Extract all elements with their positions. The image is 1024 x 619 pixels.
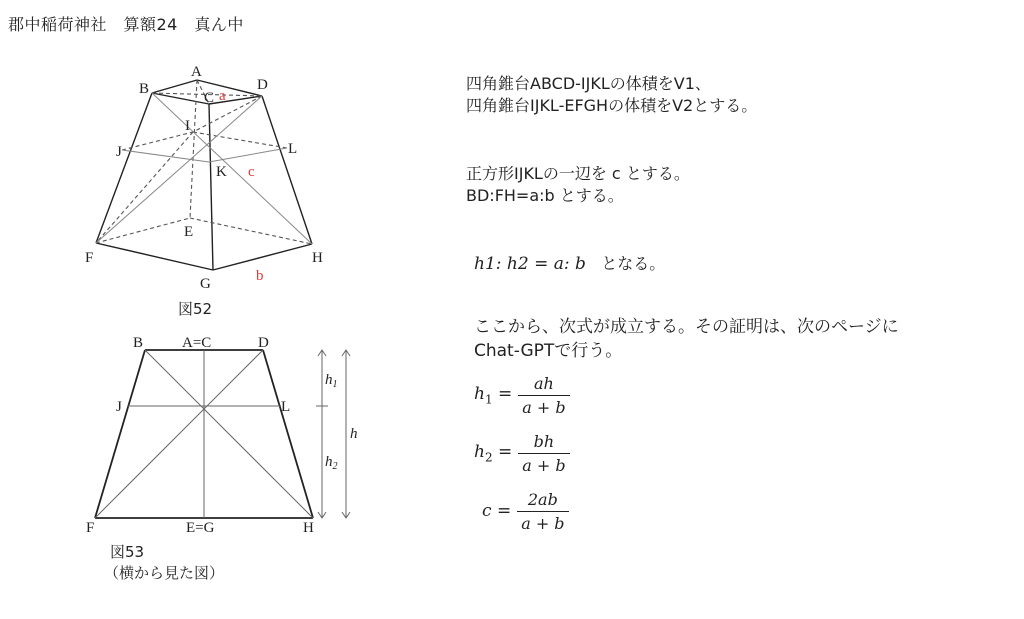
formula-h2-fraction [518, 432, 569, 475]
label-I: I [185, 118, 190, 134]
label-H: H [312, 250, 323, 266]
ratio-math: h1: h2 = a: b [474, 254, 586, 274]
formula-c-denominator: a + b [517, 511, 568, 533]
label-B-side: B [133, 335, 144, 351]
formula-c [474, 482, 570, 540]
square-line-1: 正方形IJKLの一辺を c とする。 [466, 164, 690, 183]
label-F: F [85, 250, 94, 266]
label-F-side: F [86, 520, 95, 536]
square-line-2: BD:FH=a:b とする。 [466, 186, 624, 205]
formula-h1-fraction [518, 374, 569, 417]
formula-c-eq: = [496, 501, 512, 521]
label-A-eq-C: A=C [182, 335, 212, 351]
ratio-suffix: となる。 [601, 254, 666, 273]
label-G: G [200, 276, 211, 292]
formula-c-lhs: c [482, 501, 492, 521]
figure-53-caption: 図53 [110, 543, 145, 561]
label-h2: h [325, 454, 333, 470]
figure-52-frustum [70, 55, 370, 320]
paragraph-square [466, 163, 690, 207]
figure-52-caption: 図52 [178, 300, 213, 318]
label-A: A [191, 64, 202, 80]
label-J-side: J [116, 399, 122, 415]
label-c: c [248, 164, 255, 180]
label-E-eq-G: E=G [186, 520, 215, 536]
label-h2-sub: 2 [332, 461, 338, 472]
svg-text:h2 [325, 454, 338, 472]
label-a: a [219, 88, 226, 104]
ratio-equation [474, 251, 665, 274]
label-L-side: L [281, 399, 291, 415]
formula-h2-numerator: bh [533, 431, 555, 451]
label-h1-sub: 1 [332, 379, 338, 390]
formula-h1-sub: 1 [484, 392, 493, 407]
formula-h1-lhs: h [474, 383, 485, 404]
paragraph-volumes [466, 73, 757, 117]
page-title: 郡中稲荷神社 算額24 真ん中 [8, 15, 244, 34]
volumes-line-1: 四角錐台ABCD-IJKLの体積をV1、 [466, 74, 711, 93]
figure-53-subcaption: （横から見た図） [104, 564, 225, 582]
label-B: B [139, 81, 150, 97]
figure-53-side-view [70, 325, 370, 540]
formula-c-numerator: 2ab [527, 489, 558, 509]
formula-h1 [474, 366, 570, 424]
label-L: L [288, 141, 298, 157]
volumes-line-2: 四角錐台IJKL-EFGHの体積をV2とする。 [466, 96, 758, 115]
formula-h1-eq: = [498, 383, 513, 404]
formula-list [474, 366, 570, 540]
formula-h1-numerator: ah [534, 373, 554, 393]
label-h1: h [325, 372, 333, 388]
formula-c-fraction [517, 490, 568, 533]
formula-h2-sub: 2 [484, 450, 493, 465]
formula-h2 [474, 424, 570, 482]
formula-h2-denominator: a + b [518, 453, 569, 475]
label-h: h [350, 426, 358, 442]
label-J: J [116, 144, 122, 160]
formula-h2-lhs: h [474, 441, 485, 462]
label-C: C [204, 90, 215, 106]
formula-h2-eq: = [498, 441, 513, 462]
formula-h1-denominator: a + b [518, 395, 569, 417]
proof-line-1: ここから、次式が成立する。その証明は、次のページに [474, 317, 899, 337]
label-K: K [216, 164, 227, 180]
label-D-side: D [258, 335, 269, 351]
svg-text:h1 [325, 372, 338, 390]
label-b: b [256, 268, 264, 284]
label-D: D [257, 77, 268, 93]
paragraph-proof [474, 315, 899, 363]
label-H-side: H [303, 520, 314, 536]
label-E: E [184, 224, 194, 240]
proof-line-2: Chat-GPTで行う。 [474, 341, 623, 361]
